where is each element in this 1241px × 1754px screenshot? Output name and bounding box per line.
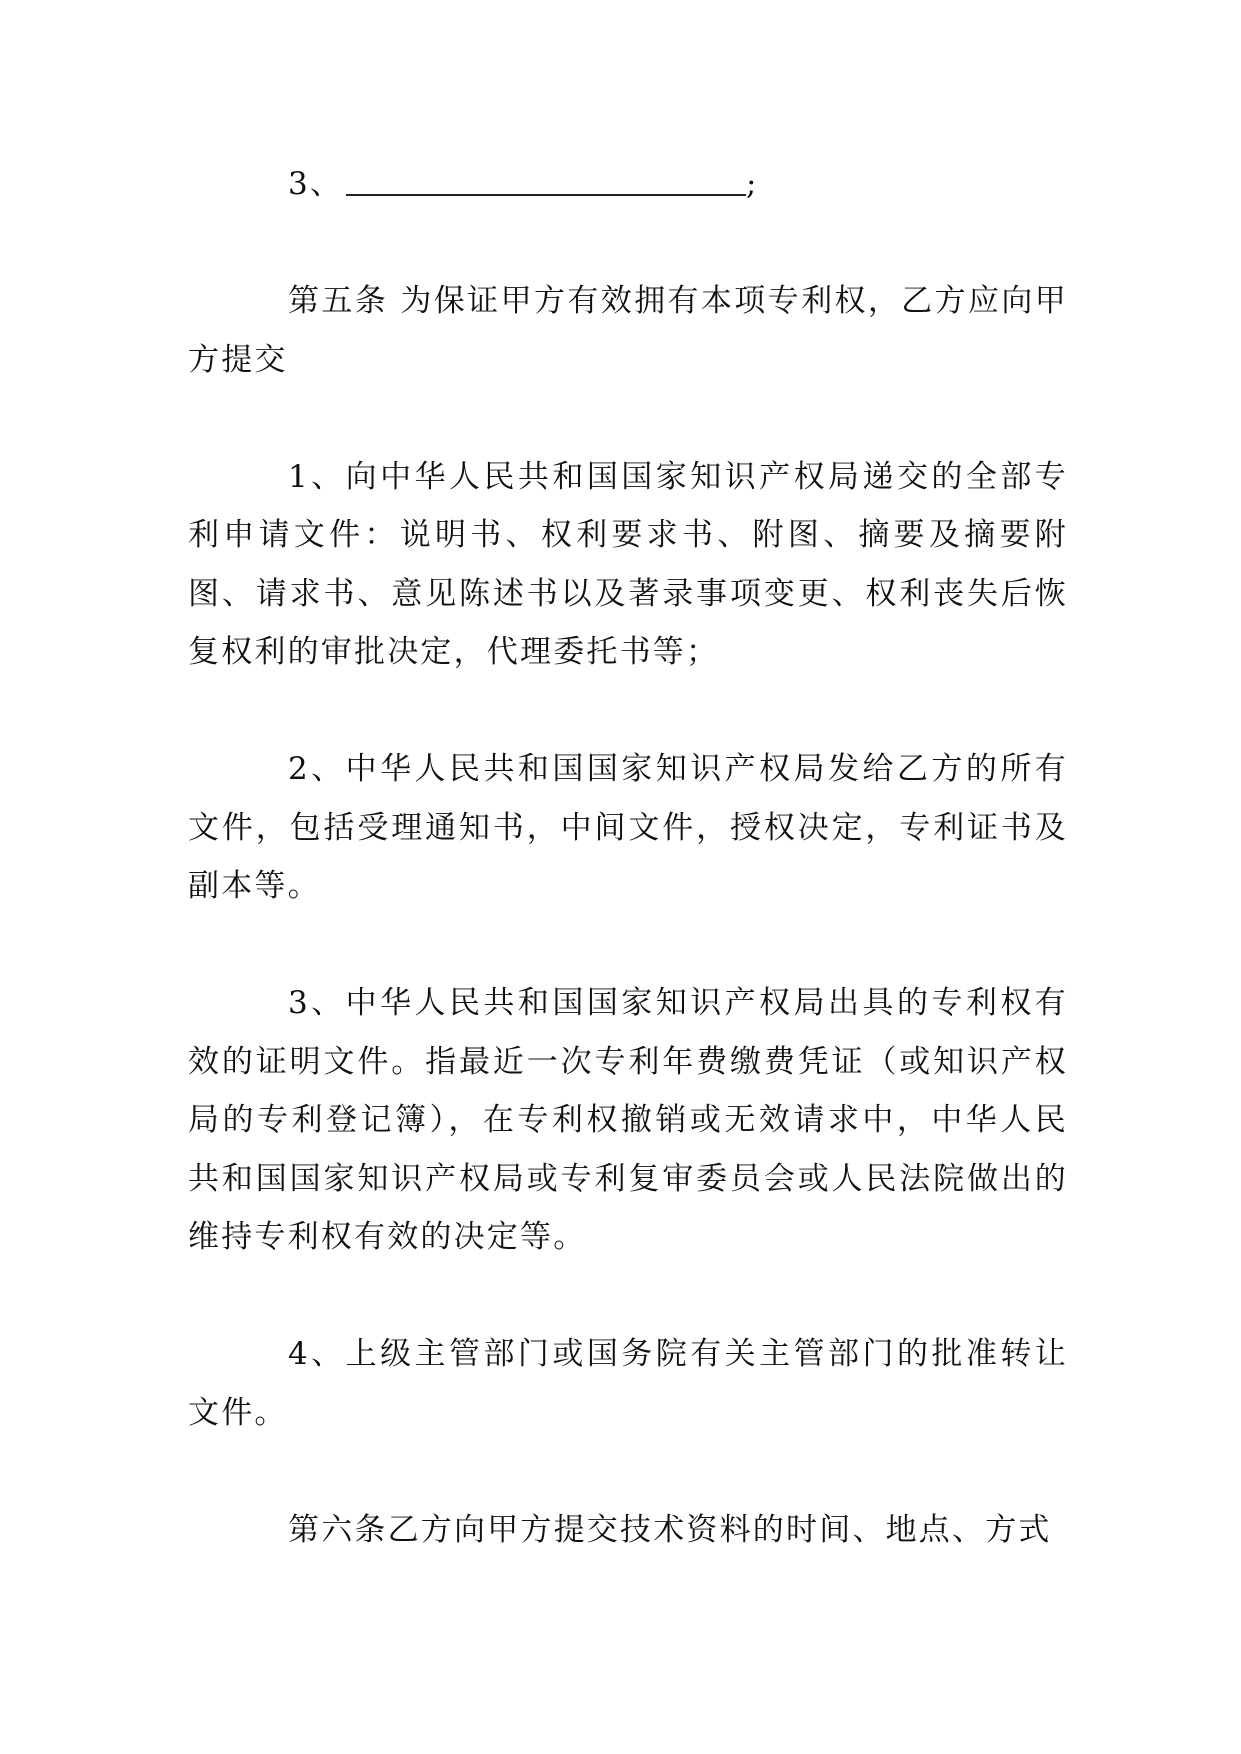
list-item-1: 1、向中华人民共和国国家知识产权局递交的全部专利申请文件：说明书、权利要求书、附图、摘要及摘要附图、请求书、意见陈述书以及著录事项变更、权利丧失后恢复权利的审批决定，代理委托书等； xyxy=(188,458,1068,670)
article-five-heading: 第五条 为保证甲方有效拥有本项专利权，乙方应向甲方提交 xyxy=(188,283,1068,378)
blank-fill-item xyxy=(188,155,1068,214)
list-item-3: 3、中华人民共和国国家知识产权局出具的专利权有效的证明文件。指最近一次专利年费缴费凭证（或知识产权局的专利登记簿），在专利权撤销或无效请求中，中华人民共和国国家知识产权局或专利复审委员会或人民法院做出的维持专利权有效的决定等。 xyxy=(188,985,1068,1255)
item-number: 3、 xyxy=(288,166,344,202)
list-item-4: 4、上级主管部门或国务院有关主管部门的批准转让文件。 xyxy=(188,1336,1068,1431)
fill-in-blank xyxy=(346,160,746,196)
list-item-2: 2、中华人民共和国国家知识产权局发给乙方的所有文件，包括受理通知书，中间文件，授权决定，专利证书及副本等。 xyxy=(188,751,1068,904)
article-six-heading: 第六条乙方向甲方提交技术资料的时间、地点、方式 xyxy=(288,1511,1052,1548)
item-terminator: ; xyxy=(746,166,759,202)
document-body xyxy=(188,155,1068,1618)
